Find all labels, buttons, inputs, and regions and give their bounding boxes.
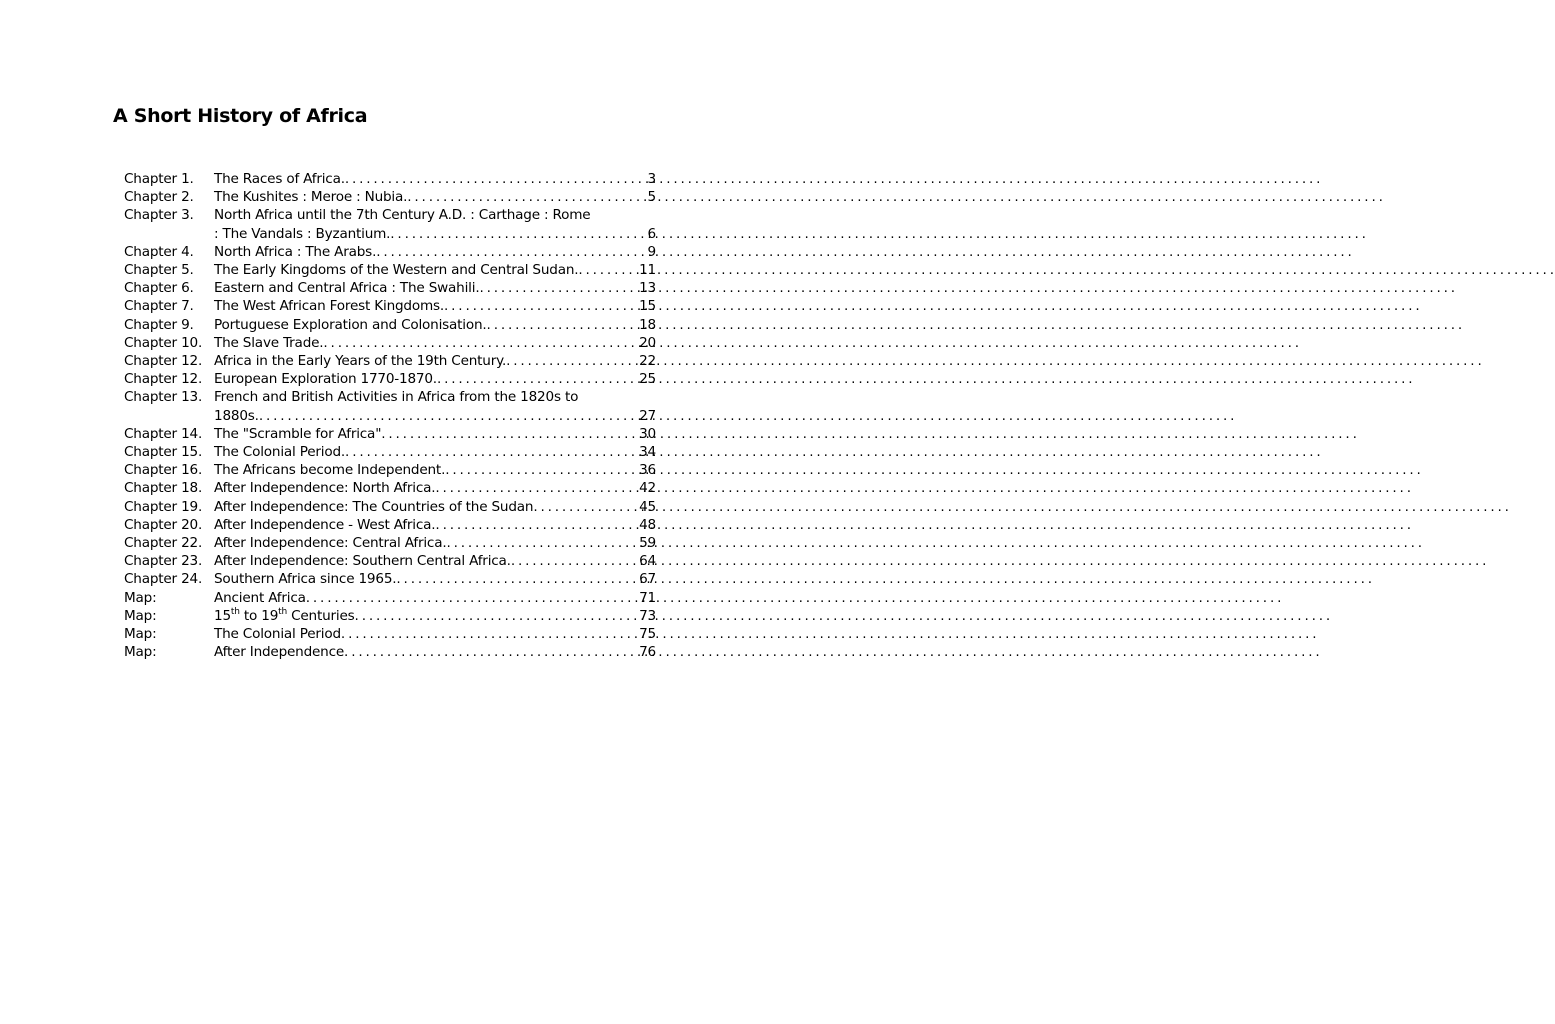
toc-page-number: 36 [639,462,656,479]
toc-page-number: 59 [639,535,656,551]
toc-entry-title [214,552,656,570]
toc-page-number: 13 [639,280,656,297]
toc-entry [124,589,656,607]
toc-entry [124,279,656,297]
toc-entry-line [214,188,656,206]
toc-entry-label: Chapter 1. [124,171,194,187]
dot-leader [446,534,638,552]
dot-leader [506,352,638,370]
dot-leader [344,643,638,661]
toc-entry-title [214,261,656,279]
toc-entry [124,552,656,570]
dot-leader [407,188,646,206]
toc-entry-text [214,607,355,625]
toc-entry-text-part: 15 [214,607,231,624]
toc-page-number: 18 [639,316,656,333]
toc-entry-label: Chapter 6. [124,280,194,297]
toc-entry-line [214,552,656,570]
dot-leader [511,552,638,570]
toc-entry-text: The Slave Trade. [214,334,324,351]
dot-leader [487,316,639,334]
toc-page-number: 75 [639,626,656,643]
toc-entry [124,607,656,625]
toc-entry-line [214,170,656,188]
toc-entry [124,170,656,188]
toc-entry-line [214,388,656,406]
toc-page-number: 25 [639,371,656,388]
toc-page-number: 27 [639,407,656,424]
dot-leader [259,407,638,425]
toc-entry-title [214,188,656,206]
toc-entry [124,425,656,443]
toc-entry [124,297,656,315]
toc-entry-text: The Colonial Period. [214,443,346,460]
toc-entry-text: After Independence - West Africa. [214,516,436,533]
toc-entry [124,443,656,461]
toc-entry-label: Map: [124,607,157,624]
toc-entry [124,570,656,588]
toc-page-number: 45 [639,498,656,515]
toc-entry-title [214,334,656,352]
dot-leader [444,297,638,315]
toc-entry-text: The Africans become Independent. [214,462,446,479]
toc-entry-line [214,570,656,588]
dot-leader [323,334,638,352]
table-of-contents [124,170,656,661]
toc-entry [124,479,656,497]
dot-leader [445,461,638,479]
toc-entry-text: After Independence: The Countries of the Sudan [214,498,534,515]
dot-leader [578,261,638,279]
toc-entry-text: Ancient Africa [214,589,306,606]
toc-entry-line [214,316,656,334]
dot-leader [479,279,638,297]
toc-entry [124,261,656,279]
toc-page-number: 5 [647,189,656,206]
toc-entry-text: Portuguese Exploration and Colonisation. [214,316,487,333]
toc-entry-label: Map: [124,589,157,606]
toc-entry-label: Map: [124,626,157,643]
toc-entry [124,334,656,352]
toc-entry-line [214,498,656,516]
toc-entry-label: Chapter 3. [124,207,194,224]
toc-entry-label: Chapter 12. [124,371,203,388]
toc-entry-title [214,443,656,461]
toc-entry-text: French and British Activities in Africa from the 1820s to [214,389,579,406]
toc-entry-title [214,589,656,607]
toc-entry [124,625,656,643]
toc-entry-line [214,407,656,425]
toc-entry-text: The Races of Africa. [214,171,345,187]
superscript-text: th [230,606,240,617]
dot-leader [381,425,638,443]
toc-entry-line [214,225,656,243]
page-title: A Short History of Africa [113,105,368,127]
toc-entry-text: After Independence: Central Africa. [214,535,447,551]
toc-entry-title [214,170,656,188]
toc-entry-label: Chapter 10. [124,334,203,351]
toc-entry-title [214,625,656,643]
toc-entry-text: The Early Kingdoms of the Western and Central Sudan. [214,261,579,278]
toc-entry-line [214,589,656,607]
toc-entry [124,534,656,552]
toc-entry-line [214,625,656,643]
toc-entry-line [214,352,656,370]
toc-page-number: 20 [639,334,656,351]
toc-entry-title [214,388,656,424]
toc-page-number: 76 [639,644,656,661]
toc-entry-title [214,479,656,497]
toc-entry-title [214,534,656,552]
toc-entry-line [214,516,656,534]
toc-entry [124,643,656,661]
toc-entry [124,352,656,370]
toc-entry-line [214,370,656,388]
toc-entry-label: Chapter 7. [124,298,194,315]
toc-entry-label: Chapter 20. [124,516,203,533]
toc-entry-label: Chapter 16. [124,462,203,479]
toc-entry [124,370,656,388]
toc-entry-title [214,570,656,588]
dot-leader [437,370,638,388]
toc-entry-label: Chapter 19. [124,498,203,515]
dot-leader [345,443,638,461]
toc-entry-line [214,297,656,315]
toc-entry [124,498,656,516]
toc-entry [124,188,656,206]
dot-leader [435,479,638,497]
toc-entry-label: Chapter 5. [124,261,194,278]
toc-entry-title [214,206,656,242]
toc-entry-label: Chapter 24. [124,571,203,588]
toc-page-number: 67 [639,571,656,588]
toc-entry-title [214,243,656,261]
toc-entry-line [214,261,656,279]
toc-page-number: 15 [639,298,656,315]
toc-entry-label: Chapter 22. [124,535,203,551]
toc-entry-label: Chapter 23. [124,553,203,570]
toc-page-number: 42 [639,480,656,497]
toc-entry [124,461,656,479]
toc-entry-text: After Independence: North Africa. [214,480,436,497]
toc-entry-text: European Exploration 1770-1870. [214,371,437,388]
dot-leader [341,625,638,643]
toc-page-number: 48 [639,516,656,533]
toc-page-number: 3 [647,171,656,187]
dot-leader [533,498,638,516]
toc-entry-title [214,352,656,370]
toc-entry [124,388,656,424]
toc-entry-title [214,425,656,443]
toc-entry-text-part: Centuries [286,607,355,624]
toc-entry-text: Southern Africa since 1965. [214,571,397,588]
toc-entry-title [214,516,656,534]
toc-entry-line [214,243,656,261]
dot-leader [376,243,646,261]
toc-page-number: 22 [639,353,656,369]
toc-page-number: 34 [639,443,656,460]
toc-entry-label: Chapter 13. [124,389,203,406]
toc-page-number: 11 [639,261,656,278]
dot-leader [306,589,638,607]
toc-entry-line [214,607,656,625]
toc-entry-title [214,370,656,388]
toc-entry-text: Africa in the Early Years of the 19th Century. [214,353,507,369]
dot-leader [390,225,646,243]
toc-entry-line [214,443,656,461]
toc-page-number: 71 [639,589,656,606]
toc-entry [124,516,656,534]
dot-leader [396,570,638,588]
toc-entry-label: Chapter 12. [124,353,203,369]
toc-page-number: 73 [639,607,656,624]
toc-entry-label: Chapter 18. [124,480,203,497]
toc-entry-title [214,316,656,334]
toc-page-number: 30 [639,425,656,442]
toc-entry-text: The West African Forest Kingdoms. [214,298,445,315]
toc-entry-text: North Africa : The Arabs. [214,243,377,260]
dot-leader [435,516,638,534]
toc-entry-label: Chapter 14. [124,425,203,442]
toc-entry-title [214,498,656,516]
toc-entry-text-part: to 19 [239,607,279,624]
toc-entry-text: North Africa until the 7th Century A.D. : Carthage : Rome [214,207,591,224]
toc-page-number: 9 [647,243,656,260]
toc-page-number: 64 [639,553,656,570]
toc-entry-line [214,425,656,443]
toc-entry-title [214,643,656,661]
toc-entry-label: Chapter 2. [124,189,194,206]
dot-leader [355,607,639,625]
toc-entry-label: Chapter 4. [124,243,194,260]
toc-entry-text: The "Scramble for Africa" [214,425,382,442]
toc-entry-line [214,534,656,552]
toc-entry-title [214,279,656,297]
toc-entry-text: After Independence: Southern Central Africa. [214,553,511,570]
toc-entry-title [214,461,656,479]
toc-entry-title [214,607,656,625]
toc-entry [124,243,656,261]
toc-entry-text: The Kushites : Meroe : Nubia. [214,189,408,206]
toc-entry-label: Chapter 15. [124,443,203,460]
toc-entry-label: Map: [124,644,157,661]
toc-entry-line [214,461,656,479]
toc-entry [124,316,656,334]
toc-entry-text: The Colonial Period [214,626,341,643]
toc-entry-text: 1880s. [214,407,259,424]
toc-entry-text: Eastern and Central Africa : The Swahili. [214,280,480,297]
superscript-text: th [278,606,287,617]
toc-entry-line [214,206,656,224]
toc-entry-text: After Independence [214,644,345,661]
toc-entry-title [214,297,656,315]
toc-entry-line [214,334,656,352]
toc-entry-line [214,479,656,497]
dot-leader [345,170,647,188]
toc-page-number: 6 [647,225,656,242]
toc-entry-line [214,643,656,661]
toc-entry-line [214,279,656,297]
toc-entry-text: : The Vandals : Byzantium. [214,225,391,242]
toc-entry [124,206,656,242]
toc-entry-label: Chapter 9. [124,316,194,333]
